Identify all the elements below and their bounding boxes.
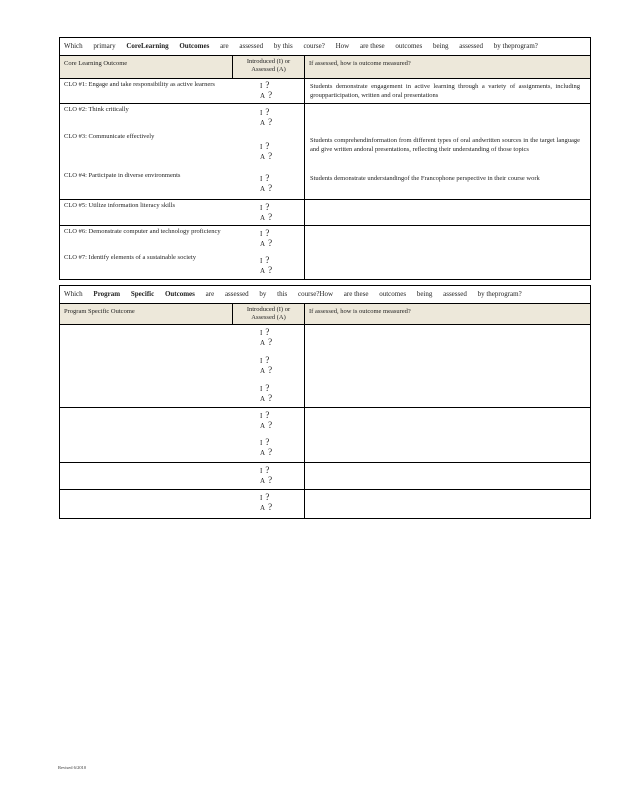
- question-mark: ?: [265, 410, 270, 420]
- introduced-assessed-field[interactable]: [260, 229, 280, 249]
- a-label: A: [260, 240, 266, 248]
- a-label: A: [260, 119, 266, 127]
- table-row: [60, 490, 590, 518]
- outcome-label: CLO #4: Participate in diverse environments: [64, 172, 181, 179]
- a-label: A: [260, 395, 266, 403]
- question-mark: ?: [265, 202, 270, 212]
- question-word: course?: [303, 42, 325, 50]
- question-word: are these: [359, 42, 385, 50]
- question-word: Which: [64, 290, 83, 298]
- table-row: [60, 408, 590, 463]
- table-row: [60, 463, 590, 490]
- question-word: Outcomes: [179, 42, 210, 50]
- question-word: being: [416, 290, 433, 298]
- a-label: A: [260, 422, 266, 430]
- header-line: Assessed (A): [251, 66, 286, 73]
- question-word: Program: [93, 290, 121, 298]
- program-outcome-cell[interactable]: [60, 325, 233, 407]
- introduced-assessed-field[interactable]: [260, 411, 280, 431]
- question-word: assessed: [459, 42, 484, 50]
- question-mark: ?: [268, 265, 273, 275]
- header-measurement: If assessed, how is outcome measured?: [309, 60, 411, 67]
- core-outcomes-table: [59, 37, 591, 280]
- question-word: by this: [273, 42, 293, 50]
- table-row: [60, 226, 590, 279]
- question-mark: ?: [268, 502, 273, 512]
- question-mark: ?: [265, 80, 270, 90]
- i-label: I: [260, 204, 263, 212]
- table-row: [60, 104, 590, 200]
- question-word: by theprogram?: [493, 42, 538, 50]
- a-label: A: [260, 449, 266, 457]
- question-mark: ?: [268, 90, 273, 100]
- a-label: A: [260, 477, 266, 485]
- header-introduced-assessed: [233, 304, 305, 324]
- header-line: Introduced (I) or: [246, 58, 291, 65]
- question-word: outcomes: [379, 290, 407, 298]
- i-label: I: [260, 357, 263, 365]
- measurement-cell[interactable]: [305, 408, 590, 462]
- introduced-assessed-field[interactable]: [260, 203, 280, 223]
- question-mark: ?: [268, 365, 273, 375]
- header-measurement: If assessed, how is outcome measured?: [309, 308, 411, 315]
- measurement-cell[interactable]: [305, 325, 590, 407]
- introduced-assessed-field[interactable]: [260, 81, 280, 101]
- measurement-cell[interactable]: [305, 463, 590, 489]
- question-word: assessed: [224, 290, 249, 298]
- question-mark: ?: [265, 355, 270, 365]
- question-word: being: [432, 42, 449, 50]
- header-line: Assessed (A): [251, 314, 286, 321]
- introduced-assessed-field[interactable]: [260, 142, 280, 162]
- a-label: A: [260, 504, 266, 512]
- a-label: A: [260, 267, 266, 275]
- introduced-assessed-field[interactable]: [260, 466, 280, 486]
- question-word: outcomes: [395, 42, 423, 50]
- core-header-row: [60, 56, 590, 79]
- program-outcome-cell[interactable]: [60, 490, 233, 518]
- question-mark: ?: [265, 465, 270, 475]
- a-label: A: [260, 339, 266, 347]
- question-mark: ?: [268, 238, 273, 248]
- question-word: this: [277, 290, 288, 298]
- question-mark: ?: [268, 475, 273, 485]
- i-label: I: [260, 175, 263, 183]
- question-word: assessed: [443, 290, 467, 298]
- introduced-assessed-field[interactable]: [260, 108, 280, 128]
- question-mark: ?: [265, 255, 270, 265]
- a-label: A: [260, 185, 266, 193]
- a-label: A: [260, 92, 266, 100]
- question-mark: ?: [268, 183, 273, 193]
- program-header-row: [60, 304, 590, 325]
- question-mark: ?: [268, 212, 273, 222]
- question-mark: ?: [268, 447, 273, 457]
- question-mark: ?: [265, 107, 270, 117]
- question-word: Which: [64, 42, 83, 50]
- question-word: How: [335, 42, 350, 50]
- question-mark: ?: [268, 151, 273, 161]
- i-label: I: [260, 439, 263, 447]
- i-label: I: [260, 257, 263, 265]
- question-word: by theprogram?: [477, 290, 522, 298]
- question-word: are: [220, 42, 229, 50]
- i-label: I: [260, 82, 263, 90]
- header-line: Introduced (I) or: [246, 306, 291, 313]
- question-word: Specific: [130, 290, 155, 298]
- i-label: I: [260, 412, 263, 420]
- i-label: I: [260, 329, 263, 337]
- outcome-label: CLO #7: Identify elements of a sustainable society: [64, 254, 196, 261]
- header-introduced-assessed: [233, 56, 305, 78]
- measurement-text: Students demonstrate understandingof the Francophone perspective in their course work: [310, 175, 540, 182]
- question-mark: ?: [265, 327, 270, 337]
- program-outcomes-table: [59, 285, 591, 519]
- i-label: I: [260, 230, 263, 238]
- outcome-label: CLO #5: Utilize information literacy skills: [64, 202, 176, 209]
- program-outcome-cell[interactable]: [60, 463, 233, 489]
- question-mark: ?: [265, 173, 270, 183]
- outcome-label: CLO #1: Engage and take responsibility as active learners: [64, 81, 215, 88]
- introduced-assessed-field[interactable]: [260, 256, 280, 276]
- introduced-assessed-field[interactable]: [260, 438, 280, 458]
- question-mark: ?: [265, 228, 270, 238]
- measurement-cell[interactable]: [305, 490, 590, 518]
- question-mark: ?: [268, 337, 273, 347]
- question-mark: ?: [265, 141, 270, 151]
- i-label: I: [260, 494, 263, 502]
- table-row: [60, 200, 590, 226]
- introduced-assessed-field[interactable]: [260, 328, 280, 348]
- question-word: assessed: [239, 42, 264, 50]
- i-label: I: [260, 143, 263, 151]
- a-label: A: [260, 153, 266, 161]
- introduced-assessed-field[interactable]: [260, 356, 280, 376]
- question-word: are these: [343, 290, 369, 298]
- measurement-text: Students comprehendinformation from different types of oral andwritten sources in the target language and give written andoral presentations, reflecting their understanding of those topics: [310, 137, 580, 153]
- question-word: are: [205, 290, 215, 298]
- outcome-label: CLO #6: Demonstrate computer and technology proficiency: [64, 228, 221, 235]
- introduced-assessed-field[interactable]: [260, 493, 280, 513]
- introduced-assessed-field[interactable]: [260, 174, 280, 194]
- question-word: course?How: [298, 290, 334, 298]
- question-mark: ?: [268, 117, 273, 127]
- revision-footer: Revised 6/2010: [58, 765, 87, 770]
- i-label: I: [260, 467, 263, 475]
- a-label: A: [260, 214, 266, 222]
- question-mark: ?: [265, 437, 270, 447]
- question-mark: ?: [268, 420, 273, 430]
- question-mark: ?: [265, 492, 270, 502]
- program-outcome-cell[interactable]: [60, 408, 233, 462]
- question-mark: ?: [265, 383, 270, 393]
- question-word: primary: [93, 42, 116, 50]
- introduced-assessed-field[interactable]: [260, 384, 280, 404]
- outcome-label: CLO #2: Think critically: [64, 106, 129, 113]
- outcome-label: CLO #3: Communicate effectively: [64, 133, 155, 140]
- core-question-row: [60, 38, 590, 56]
- question-word: by: [259, 290, 267, 298]
- table-row: [60, 325, 590, 408]
- i-label: I: [260, 109, 263, 117]
- i-label: I: [260, 385, 263, 393]
- question-word: Outcomes: [164, 290, 195, 298]
- a-label: A: [260, 367, 266, 375]
- question-word: CoreLearning: [126, 42, 169, 50]
- header-outcome: Core Learning Outcome: [60, 56, 233, 78]
- measurement-text: Students demonstrate engagement in active learning through a variety of assignments, including groupparticipation, written and oral presentations: [310, 83, 580, 99]
- program-question-row: [60, 286, 590, 304]
- header-outcome: Program Specific Outcome: [60, 304, 233, 324]
- question-mark: ?: [268, 393, 273, 403]
- table-row: [60, 79, 590, 104]
